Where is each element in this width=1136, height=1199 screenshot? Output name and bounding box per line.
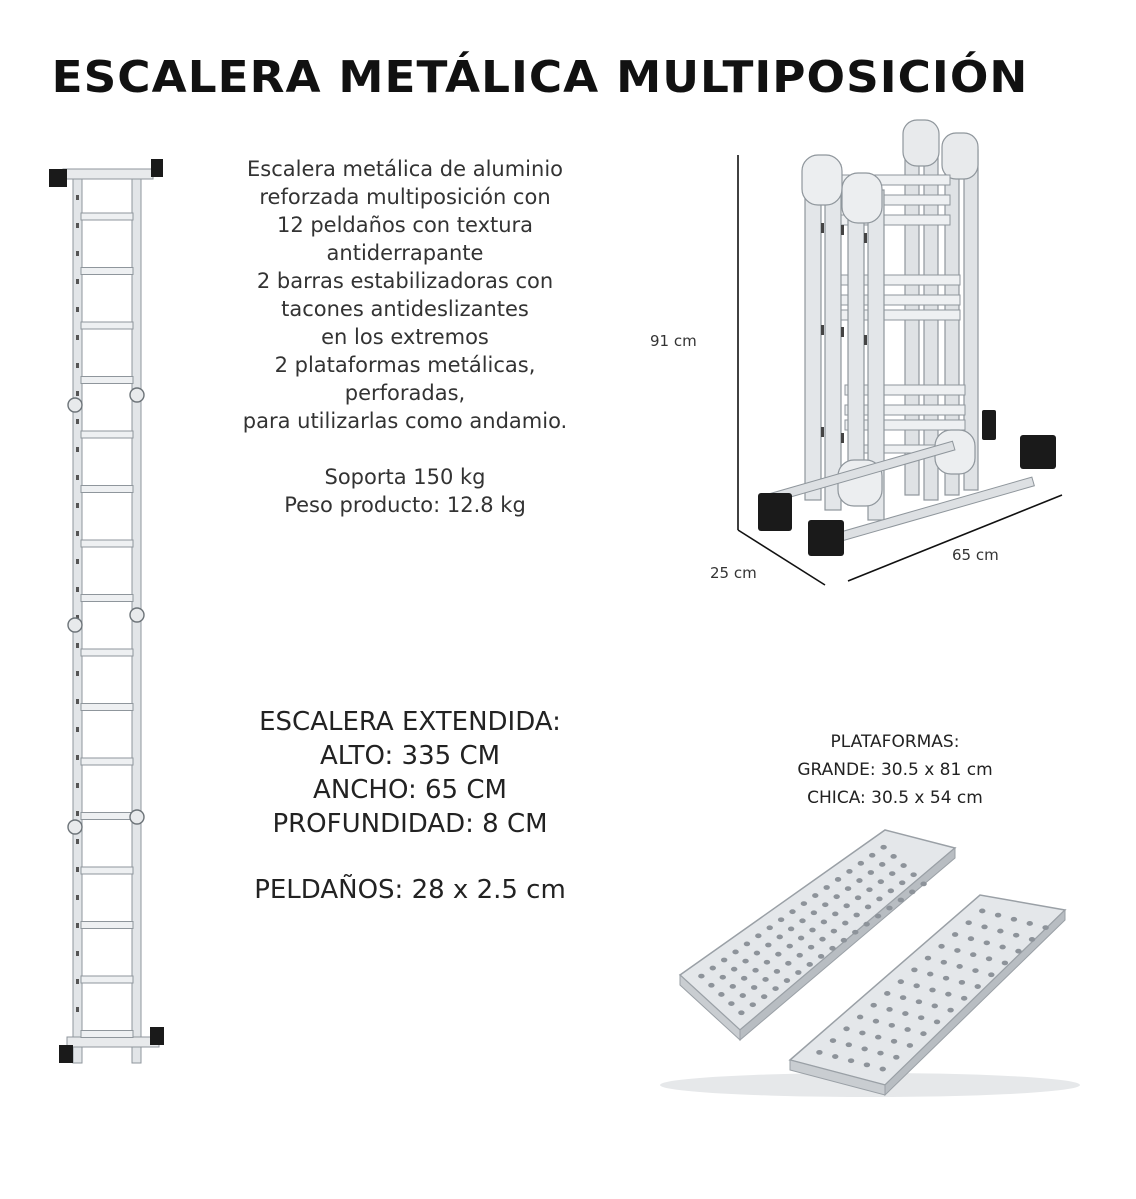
description-line: perforadas, xyxy=(344,381,466,405)
extended-heading: ESCALERA EXTENDIDA: xyxy=(259,707,561,737)
capacity-text: Soporta 150 kg xyxy=(324,465,486,489)
description-line: tacones antideslizantes xyxy=(281,297,529,321)
platforms-heading: PLATAFORMAS: xyxy=(830,732,960,752)
weight-text: Peso producto: 12.8 kg xyxy=(284,493,526,517)
width-dimension-label: 65 cm xyxy=(952,546,999,564)
page-title: ESCALERA METÁLICA MULTIPOSICIÓN xyxy=(51,52,1029,103)
description-line: 2 barras estabilizadoras con xyxy=(256,269,554,293)
height-dimension-label: 91 cm xyxy=(650,332,697,350)
platform-small-size: CHICA: 30.5 x 54 cm xyxy=(807,788,983,808)
depth-dimension-label: 25 cm xyxy=(710,564,757,582)
product-description xyxy=(200,155,610,519)
extended-ladder-image xyxy=(45,155,175,1065)
platforms-specs xyxy=(760,728,1030,812)
platforms-image xyxy=(650,830,1090,1100)
extended-height: ALTO: 335 CM xyxy=(319,741,501,771)
folded-ladder-image xyxy=(690,115,1130,585)
extended-specs xyxy=(200,705,620,907)
rungs-size: PELDAÑOS: 28 x 2.5 cm xyxy=(254,875,566,905)
description-lines xyxy=(200,155,610,435)
platform-large-size: GRANDE: 30.5 x 81 cm xyxy=(797,760,993,780)
description-line: para utilizarlas como andamio. xyxy=(242,409,568,433)
description-line: 2 plataformas metálicas, xyxy=(274,353,536,377)
description-line: Escalera metálica de aluminio xyxy=(246,157,563,181)
description-line: 12 peldaños con textura xyxy=(276,213,534,237)
extended-depth: PROFUNDIDAD: 8 CM xyxy=(272,809,548,839)
description-line: en los extremos xyxy=(321,325,489,349)
extended-width: ANCHO: 65 CM xyxy=(313,775,507,805)
description-line: antiderrapante xyxy=(326,241,484,265)
description-line: reforzada multiposición con xyxy=(259,185,551,209)
